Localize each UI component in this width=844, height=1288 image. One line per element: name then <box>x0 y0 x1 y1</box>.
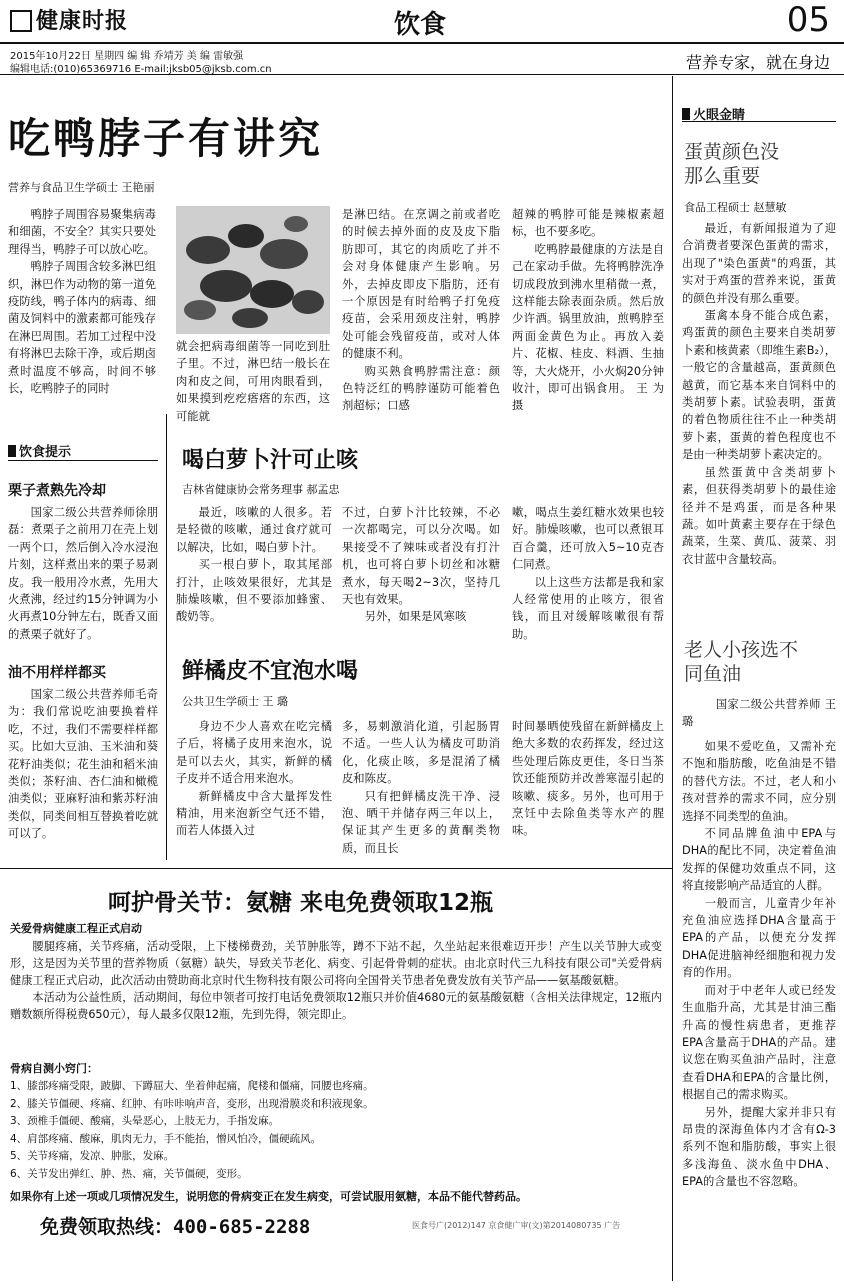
orange-paragraph: 新鲜橘皮中含大量挥发性精油，用来泡新空气还不错，而若人体摄入过 <box>176 789 332 838</box>
fish-article <box>682 738 836 1280</box>
section-title: 饮食 <box>394 10 447 40</box>
ad-paragraph: 本活动为公益性质，活动期间，每位申领者可按打电话免费领取12瓶只并价值4680元的氨基酸氨糖（含相关法律规定，12瓶内赠数额所得税费650元），每人最多仅限12瓶，先到先得，领完即止。 <box>10 991 662 1021</box>
radish-paragraph: 不过，白萝卜汁比较辣，不必一次都喝完，可以分次喝。如果接受不了辣味或者没有打汁机，也可将白萝卜切丝和冰糖煮水，每天喝2~3次，坚持几天也有效果。 <box>342 506 500 607</box>
hotline-label: 免费领取热线： <box>40 1216 174 1238</box>
orange-title: 鲜橘皮不宜泡水喝 <box>182 659 359 684</box>
duck-neck-image <box>176 206 330 334</box>
radish-column-3 <box>512 504 664 644</box>
ad-hotline <box>40 1212 310 1239</box>
tip-oil-text <box>8 686 158 858</box>
list-item: 3、颈椎手僵硬、酸痛，头晕恶心，上肢无力，手指发麻。 <box>10 1115 280 1127</box>
page-number: 05 <box>786 0 830 40</box>
radish-paragraph: 嗽，喝点生姜红糖水效果也较好。肺燥咳嗽，也可以煮银耳百合羹，还可放入5~10克杏仁同煮。 <box>512 506 664 572</box>
orange-column-3 <box>512 718 664 860</box>
list-item: 5、关节疼痛，发凉、肿胀，发麻。 <box>10 1150 175 1162</box>
lead-paragraph: 超辣的鸭脖可能是辣椒素超标，也不要多吃。 <box>512 208 664 239</box>
egg-article <box>682 220 836 620</box>
lead-paragraph: 吃鸭脖最健康的方法是自己在家动手做。先将鸭脖洗净切成段放到沸水里稍微一煮，这样能去除表面杂质。然后放少许酒。锅里放油，煎鸭脖至两面金黄色为止。再放入姜片、花椒、桂皮、料酒、生抽等，大火烧开，小火焖20分钟收汁，即可出锅食用。 王 为摄 <box>512 242 664 413</box>
masthead <box>0 0 844 44</box>
radish-byline: 吉林省健康协会常务理事 郝孟忠 <box>182 483 340 496</box>
lead-paragraph: 就会把病毒细菌等一同吃到肚子里。不过，淋巴结一般长在肉和皮之间，可用肉眼看到，如果摸到疙疙瘩瘩的东西，这可能就 <box>176 340 330 423</box>
advertisement <box>0 870 668 1280</box>
fish-paragraph: 一般而言，儿童青少年补充鱼油应选择DHA含量高于EPA的产品，以便充分发挥DHA促进脑神经细胞和视力发育的作用。 <box>682 896 836 980</box>
list-item: 2、膝关节僵硬、疼痛、红肿、有咔咔响声音，变形，出现滑膜炎和积液现象。 <box>10 1097 374 1110</box>
newspaper-logo <box>10 4 128 35</box>
lead-column-4 <box>512 206 664 413</box>
radish-paragraph: 以上这些方法都是我和家人经常使用的止咳方，很省钱，而且对缓解咳嗽很有帮助。 <box>512 575 664 641</box>
ad-body <box>10 938 662 1023</box>
list-item: 4、肩部疼痛、酸麻，肌肉无力，手不能抬，憎风怕冷，僵硬疏风。 <box>10 1132 322 1145</box>
lead-column-1 <box>8 206 156 396</box>
egg-byline: 食品工程硕士 赵慧敏 <box>684 201 787 214</box>
fish-paragraph: 另外，提醒大家并非只有昂贵的深海鱼体内才含有Ω-3系列不饱和脂肪酸，事实上很多浅海鱼、淡水鱼中DHA、EPA的含量也不容忽略。 <box>682 1105 836 1189</box>
fish-title: 老人小孩选不同鱼油 <box>684 639 799 685</box>
orange-column-1 <box>176 718 332 860</box>
fish-byline-text: 国家二级公共营养师 王 璐 <box>682 698 836 729</box>
contact-line: 编辑电话:(010)65369716 E-mail:jksb05@jksb.com.cn <box>10 64 272 75</box>
sidebar-divider <box>672 76 673 1281</box>
fish-paragraph: 如果不爱吃鱼，又需补充不饱和脂肪酸，吃鱼油是不错的替代方法。不过，老人和小孩对营养的需求不同，应分别选择不同类型的鱼油。 <box>682 740 836 823</box>
fish-paragraph: 不同品牌鱼油中EPA与DHA的配比不同，决定着鱼油发挥的保健功效重点不同，这将直接影响产品适宜的人群。 <box>682 827 836 893</box>
ad-symptom-list <box>10 1078 662 1183</box>
lead-headline: 吃鸭脖子有讲究 <box>8 114 324 163</box>
ad-warning: 如果你有上述一项或几项情况发生，说明您的骨病变正在发生病变，可尝试服用氨糖，本品不能代替药品。 <box>10 1190 527 1203</box>
lead-paragraph: 是淋巴结。在烹调之前或者吃的时候去掉外面的皮及皮下脂肪即可，其它的肉质吃了并不会对身体健康产生影响。另外，去掉皮即皮下脂肪，还有一个原因是有时给鸭子打免疫疫苗，会采用颈皮注射，鸭脖处可能会残留疫苗，或对人体的健康不利。 <box>342 208 500 361</box>
lead-paragraph: 购买熟食鸭脖需注意：颜色特泛红的鸭脖谨防可能着色剂超标；口感 <box>342 364 500 413</box>
radish-paragraph: 买一根白萝卜，取其尾部打汁，止咳效果很好，尤其是肺燥咳嗽，但不要添加蜂蜜、酸奶等。 <box>176 558 332 624</box>
ad-paragraph: 腰腿疼痛，关节疼痛，活动受限，上下楼梯费劲，关节肿胀等，蹲不下站不起，久坐站起来很难迈开步！产生以关节肿大或变形，这是因为关节里的营养物质（氨糖）缺失，导致关节老化、病变、引起骨骨刺的症状。由北京时代三九科技有限公司"关爱骨病健康工程正式启动，此次活动由赞助商北京时代生物科技有限公司将向全国骨关节患者免费发放有关节产品——氨基酸氨糖。 <box>10 940 662 987</box>
tip-paragraph: 国家二级公共营养师毛奇为：我们常说吃油要换着样吃，不过，我们不需要样样都买。比如大豆油、玉米油和葵花籽油类似；花生油和稻米油类似；茶籽油、杏仁油和橄榄油类似；亚麻籽油和紫苏籽油类似，同类间相互替换着吃就可以了。 <box>8 688 158 841</box>
tip-chestnut-text <box>8 504 158 656</box>
ad-title: 呵护骨关节：氨糖 来电免费领取12瓶 <box>108 890 494 916</box>
slogan: 营养专家，就在身边 <box>685 53 830 72</box>
egg-paragraph: 虽然蛋黄中含类胡萝卜素，但获得类胡萝卜的最佳途径并不是鸡蛋，而是各种果蔬。如叶黄素主要存在于绿色蔬菜，生菜、黄瓜、菠菜、羽衣甘蓝中含量较高。 <box>682 465 836 566</box>
fish-paragraph: 而对于中老年人或已经发生血脂升高，尤其是甘油三酯升高的慢性病患者，更推荐EPA含量高于DHA的产品。建议您在购买鱼油产品时，注意查看DHA和EPA的含量比例，根据自己的需求购买。 <box>682 983 836 1102</box>
radish-title: 喝白萝卜汁可止咳 <box>182 448 359 473</box>
ad-fineprint: 医食号广(2012)147 京食健广审(文)第2014080735 广告 <box>412 1221 621 1230</box>
sidebar-rule <box>682 121 836 122</box>
egg-title: 蛋黄颜色没那么重要 <box>684 141 780 187</box>
radish-paragraph: 最近，咳嗽的人很多。若是轻微的咳嗽，通过食疗就可以解决，比如，喝白萝卜汁。 <box>176 506 332 554</box>
orange-paragraph: 身边不少人喜欢在吃完橘子后，将橘子皮用来泡水，说是可以去火，其实，新鲜的橘子皮并不适合用来泡水。 <box>176 720 332 786</box>
ad-rule <box>0 868 672 869</box>
ad-subtitle: 关爱骨病健康工程正式启动 <box>10 922 142 935</box>
sidebar-box-label: 火眼金睛 <box>682 104 745 123</box>
radish-column-1 <box>176 504 332 644</box>
tip-chestnut-title: 栗子煮熟先冷却 <box>8 483 106 499</box>
egg-paragraph: 最近，有新闻报道为了迎合消费者要深色蛋黄的需求，出现了"染色蛋黄"的鸡蛋，其实对于鸡蛋的营养来说，蛋黄的颜色并没有那么重要。 <box>682 222 836 305</box>
list-item: 6、关节发出弹红、肿、热、痛，关节僵硬，变形。 <box>10 1167 248 1180</box>
lead-column-2 <box>176 338 330 423</box>
masthead-rule <box>0 74 844 75</box>
logo-text: 健康时报 <box>36 9 129 34</box>
orange-byline: 公共卫生学硕士 王 璐 <box>182 695 288 708</box>
logo-mark-icon <box>10 10 32 32</box>
hotline-number: 400-685-2288 <box>173 1216 311 1238</box>
date-line: 2015年10月22日 星期四 编 辑 乔靖芳 美 编 雷敏强 <box>10 51 244 62</box>
tips-divider <box>166 414 167 860</box>
lead-paragraph: 鸭脖子周围容易聚集病毒和细菌，不安全？其实只要处理得当，鸭脖子可以放心吃。 <box>8 208 156 256</box>
orange-paragraph: 多，易刺激消化道，引起肠胃不适。一些人认为橘皮可助消化，化痰止咳，多是混淆了橘皮和陈皮。 <box>342 720 500 786</box>
list-item: 1、膝部疼痛受限，跛脚、下蹲屈大、坐着伸起痛，爬楼和僵痛，同腰也疼痛。 <box>10 1080 374 1092</box>
tips-rule <box>8 460 158 461</box>
orange-column-2 <box>342 718 500 860</box>
radish-paragraph: 另外，如果是风寒咳 <box>364 610 467 624</box>
radish-column-2 <box>342 504 500 644</box>
tips-box-label: 饮食提示 <box>8 441 71 460</box>
tip-paragraph: 国家二级公共营养师徐朋磊：煮栗子之前用刀在壳上划一两个口，然后倒入冷水浸泡片刻，这样煮出来的栗子易剥皮。我一般用冷水煮，先用大火煮沸，经过约15分钟调为小火再煮10分钟左右，既香又面的煮栗子就好了。 <box>8 506 158 641</box>
orange-paragraph: 时间暴晒使残留在新鲜橘皮上绝大多数的农药挥发，经过这些处理后陈皮更佳，冬日当茶饮还能预防并改善寒湿引起的咳嗽、痰多。另外，也可用于烹饪中去除鱼类等水产的腥味。 <box>512 720 664 838</box>
fish-byline <box>682 696 836 732</box>
orange-paragraph: 只有把鲜橘皮洗干净、浸泡、晒干并储存两三年以上，保证其产生更多的黄酮类物质，而且长 <box>342 789 500 855</box>
lead-byline: 营养与食品卫生学硕士 王艳丽 <box>8 181 155 194</box>
lead-paragraph: 鸭脖子周围含较多淋巴组织，淋巴作为动物的第一道免疫防线，鸭子体内的病毒、细菌及饲料中的激素都可能残存在淋巴周围。若加工过程中没有将淋巴去除干净，或后期卤煮时温度不够高，时间不够长，吃鸭脖子的同时 <box>8 260 156 396</box>
tip-oil-title: 油不用样样都买 <box>8 665 106 681</box>
ad-list-title: 骨病自测小窍门： <box>10 1062 98 1075</box>
egg-paragraph: 蛋禽本身不能合成色素，鸡蛋黄的颜色主要来自类胡萝卜素和核黄素（即维生素B₂），一般它的含量越高，蛋黄颜色越黄，而它基本来自饲料中的类胡萝卜素。试验表明，蛋黄的着色物质往往不止一种类胡萝卜素，蛋黄的着色程度也不是由一种类胡萝卜素决定的。 <box>682 309 836 462</box>
duck-neck-photo <box>176 206 330 334</box>
lead-column-3 <box>342 206 500 413</box>
